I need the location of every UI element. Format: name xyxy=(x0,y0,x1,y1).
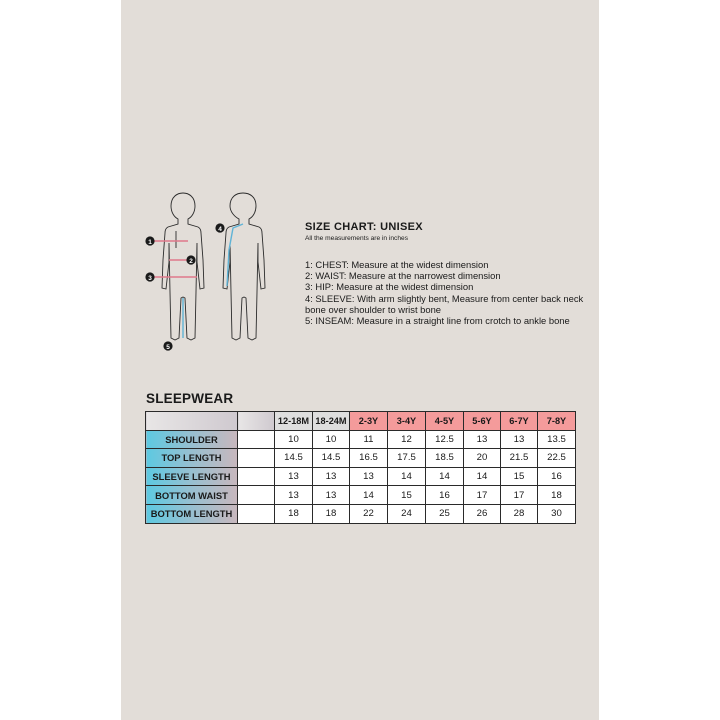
column-header: 5-6Y xyxy=(464,412,501,431)
header-corner xyxy=(146,412,238,431)
table-cell: 24 xyxy=(388,504,426,523)
table-cell: 13 xyxy=(350,467,388,486)
table-cell: 16 xyxy=(538,467,576,486)
table-cell: 22 xyxy=(350,504,388,523)
table-row xyxy=(146,467,576,486)
table-cell: 16 xyxy=(426,486,464,505)
table-cell: 18 xyxy=(313,504,350,523)
column-header: 7-8Y xyxy=(538,412,576,431)
table-cell: 13 xyxy=(313,467,350,486)
size-chart-title: SIZE CHART: UNISEX xyxy=(305,221,423,233)
table-cell: 12.5 xyxy=(426,430,464,449)
table-cell: 17 xyxy=(501,486,538,505)
row-label: BOTTOM WAIST xyxy=(146,486,238,505)
table-row xyxy=(146,486,576,505)
column-header: 6-7Y xyxy=(501,412,538,431)
table-cell: 10 xyxy=(275,430,313,449)
size-chart-subtitle: All the measurements are in inches xyxy=(305,235,408,242)
table-cell: 13 xyxy=(464,430,501,449)
table-cell: 15 xyxy=(388,486,426,505)
table-cell: 26 xyxy=(464,504,501,523)
table-cell: 13 xyxy=(313,486,350,505)
note-waist: 2: WAIST: Measure at the narrowest dimension xyxy=(305,270,501,282)
table-cell: 17 xyxy=(464,486,501,505)
back-child-figure xyxy=(223,193,265,340)
note-inseam: 5: INSEAM: Measure in a straight line from crotch to ankle bone xyxy=(305,315,570,327)
size-table xyxy=(145,411,576,524)
row-spacer-cell xyxy=(238,504,275,523)
marker-2-label: 2 xyxy=(189,258,193,265)
table-cell: 18 xyxy=(538,486,576,505)
table-cell: 16.5 xyxy=(350,449,388,468)
table-cell: 13 xyxy=(275,467,313,486)
table-cell: 14 xyxy=(388,467,426,486)
column-header: 18-24M xyxy=(313,412,350,431)
note-chest: 1: CHEST: Measure at the widest dimension xyxy=(305,259,489,270)
row-spacer-cell xyxy=(238,430,275,449)
table-cell: 30 xyxy=(538,504,576,523)
measurement-notes xyxy=(305,259,595,326)
table-cell: 14 xyxy=(464,467,501,486)
row-label: SLEEVE LENGTH xyxy=(146,467,238,486)
section-title: SLEEPWEAR xyxy=(146,391,234,406)
table-header-row xyxy=(146,412,576,431)
row-label: TOP LENGTH xyxy=(146,449,238,468)
table-cell: 13 xyxy=(501,430,538,449)
row-spacer-cell xyxy=(238,486,275,505)
row-label: SHOULDER xyxy=(146,430,238,449)
row-spacer-cell xyxy=(238,467,275,486)
table-cell: 22.5 xyxy=(538,449,576,468)
table-cell: 14 xyxy=(426,467,464,486)
table-row xyxy=(146,504,576,523)
table-cell: 13 xyxy=(275,486,313,505)
marker-1-label: 1 xyxy=(148,239,152,246)
note-hip: 3: HIP: Measure at the widest dimension xyxy=(305,281,474,293)
table-cell: 25 xyxy=(426,504,464,523)
table-cell: 21.5 xyxy=(501,449,538,468)
column-header: 4-5Y xyxy=(426,412,464,431)
table-cell: 17.5 xyxy=(388,449,426,468)
measurement-lines xyxy=(154,224,243,338)
marker-5-label: 5 xyxy=(166,344,170,351)
table-cell: 12 xyxy=(388,430,426,449)
table-cell: 14.5 xyxy=(275,449,313,468)
table-row xyxy=(146,449,576,468)
sleeve-line xyxy=(227,224,243,286)
table-body xyxy=(146,430,576,523)
size-chart-panel xyxy=(121,0,599,720)
table-row xyxy=(146,430,576,449)
measurement-markers xyxy=(145,223,224,351)
note-sleeve: 4: SLEEVE: With arm slightly bent, Measure from center back neck bone over shoulder to wrist bone xyxy=(305,292,584,315)
column-header: 12-18M xyxy=(275,412,313,431)
table-cell: 11 xyxy=(350,430,388,449)
row-spacer-cell xyxy=(238,449,275,468)
marker-3-label: 3 xyxy=(148,275,152,282)
table-cell: 20 xyxy=(464,449,501,468)
table-cell: 14 xyxy=(350,486,388,505)
table-cell: 14.5 xyxy=(313,449,350,468)
table-cell: 18.5 xyxy=(426,449,464,468)
marker-4-label: 4 xyxy=(218,226,222,233)
column-header: 3-4Y xyxy=(388,412,426,431)
table-cell: 18 xyxy=(275,504,313,523)
table-cell: 10 xyxy=(313,430,350,449)
table-cell: 15 xyxy=(501,467,538,486)
row-label: BOTTOM LENGTH xyxy=(146,504,238,523)
column-header: 2-3Y xyxy=(350,412,388,431)
table-cell: 13.5 xyxy=(538,430,576,449)
table-cell: 28 xyxy=(501,504,538,523)
header-spacer xyxy=(238,412,275,431)
measurement-figures xyxy=(140,188,290,360)
